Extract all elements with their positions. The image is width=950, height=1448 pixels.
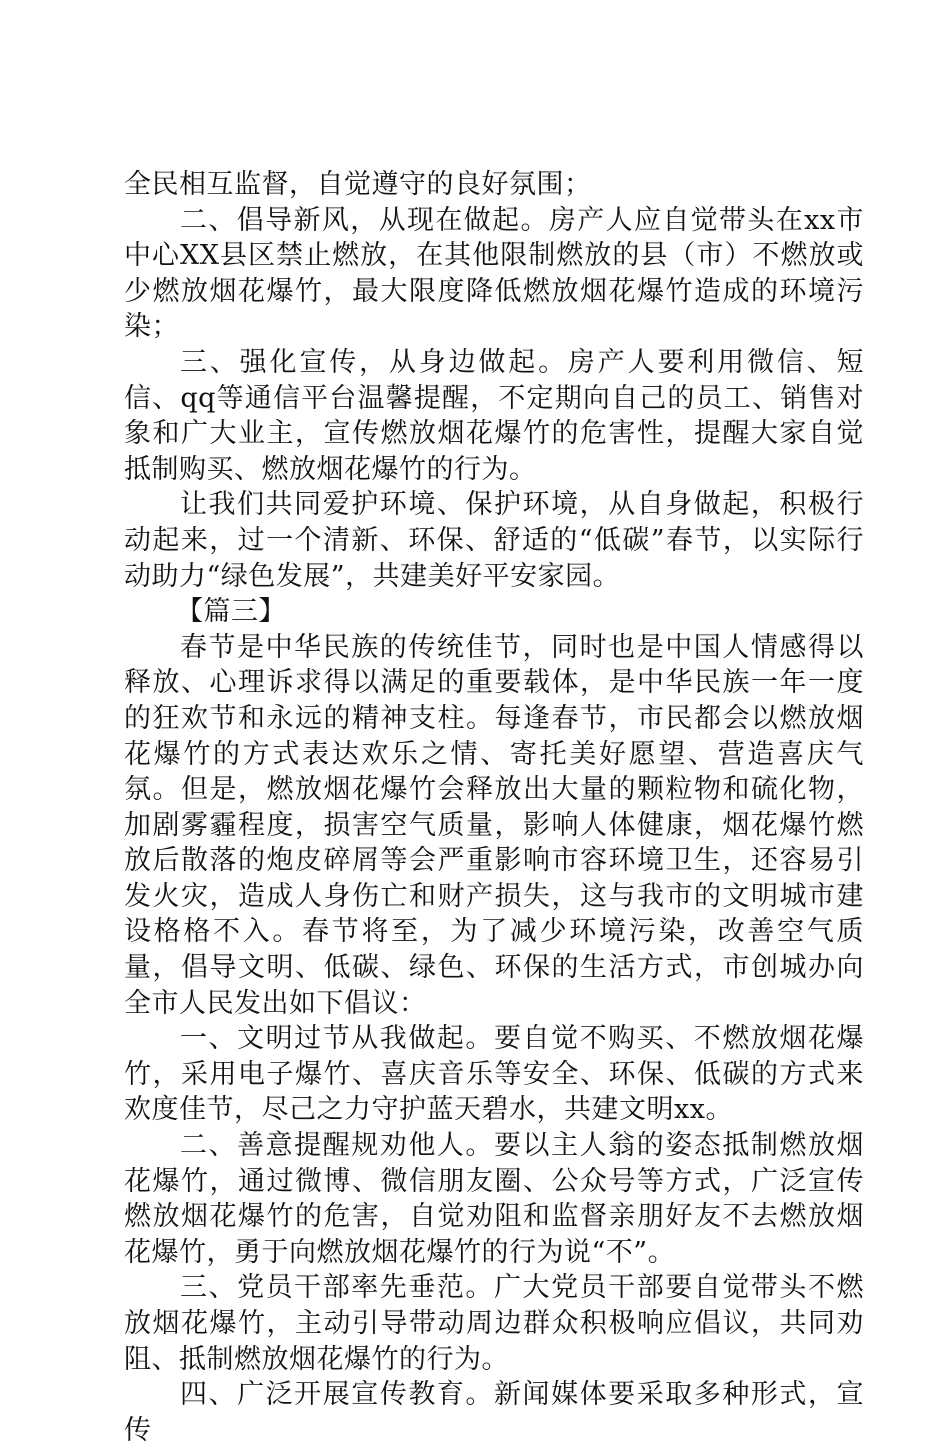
paragraph-strengthen-publicity: 三、强化宣传，从身边做起。房产人要利用微信、短信、qq等通信平台温馨提醒，不定期向自己的员工、销售对象和广大业主，宣传燃放烟花爆竹的危害性，提醒大家自觉抵制购买、燃放烟花爆竹的行为。: [124, 346, 864, 485]
paragraph-continuation: 全民相互监督，自觉遵守的良好氛围；: [124, 169, 592, 200]
section-heading: 【篇三】: [176, 596, 286, 628]
paragraph-point-one: 一、文明过节从我做起。要自觉不购买、不燃放烟花爆竹，采用电子爆竹、喜庆音乐等安全、环保、低碳的方式来欢度佳节，尽己之力守护蓝天碧水，共建文明xx。: [124, 1023, 864, 1126]
paragraph-intro: 春节是中华民族的传统佳节，同时也是中国人情感得以释放、心理诉求得以满足的重要载体，是中华民族一年一度的狂欢节和永远的精神支柱。每逢春节，市民都会以燃放烟花爆竹的方式表达欢乐之情、寄托美好愿望、营造喜庆气氛。但是，燃放烟花爆竹会释放出大量的颗粒物和硫化物，加剧雾霾程度，损害空气质量，影响人体健康，烟花爆竹燃放后散落的炮皮碎屑等会严重影响市容环境卫生，还容易引发火灾，造成人身伤亡和财产损失，这与我市的文明城市建设格格不入。春节将至，为了减少环境污染，改善空气质量，倡导文明、低碳、绿色、环保的生活方式，市创城办向全市人民发出如下倡议：: [124, 631, 864, 1019]
document-body: [124, 167, 864, 1448]
paragraph-advocate-new-trend: 二、倡导新风，从现在做起。房产人应自觉带头在xx市中心XX县区禁止燃放，在其他限制燃放的县（市）不燃放或少燃放烟花爆竹，最大限度降低燃放烟花爆竹造成的环境污染；: [124, 204, 864, 343]
paragraph-point-two: 二、善意提醒规劝他人。要以主人翁的姿态抵制燃放烟花爆竹，通过微博、微信朋友圈、公众号等方式，广泛宣传燃放烟花爆竹的危害，自觉劝阻和监督亲朋好友不去燃放烟花爆竹，勇于向燃放烟花爆竹的行为说“不”。: [124, 1130, 864, 1268]
paragraph-call-to-action: 让我们共同爱护环境、保护环境，从自身做起，积极行动起来，过一个清新、环保、舒适的“低碳”春节，以实际行动助力“绿色发展”，共建美好平安家园。: [124, 489, 864, 592]
paragraph-point-four: 四、广泛开展宣传教育。新闻媒体要采取多种形式，宣传: [124, 1379, 864, 1446]
paragraph-point-three: 三、党员干部率先垂范。广大党员干部要自觉带头不燃放烟花爆竹，主动引导带动周边群众积极响应倡议，共同劝阻、抵制燃放烟花爆竹的行为。: [124, 1272, 864, 1375]
